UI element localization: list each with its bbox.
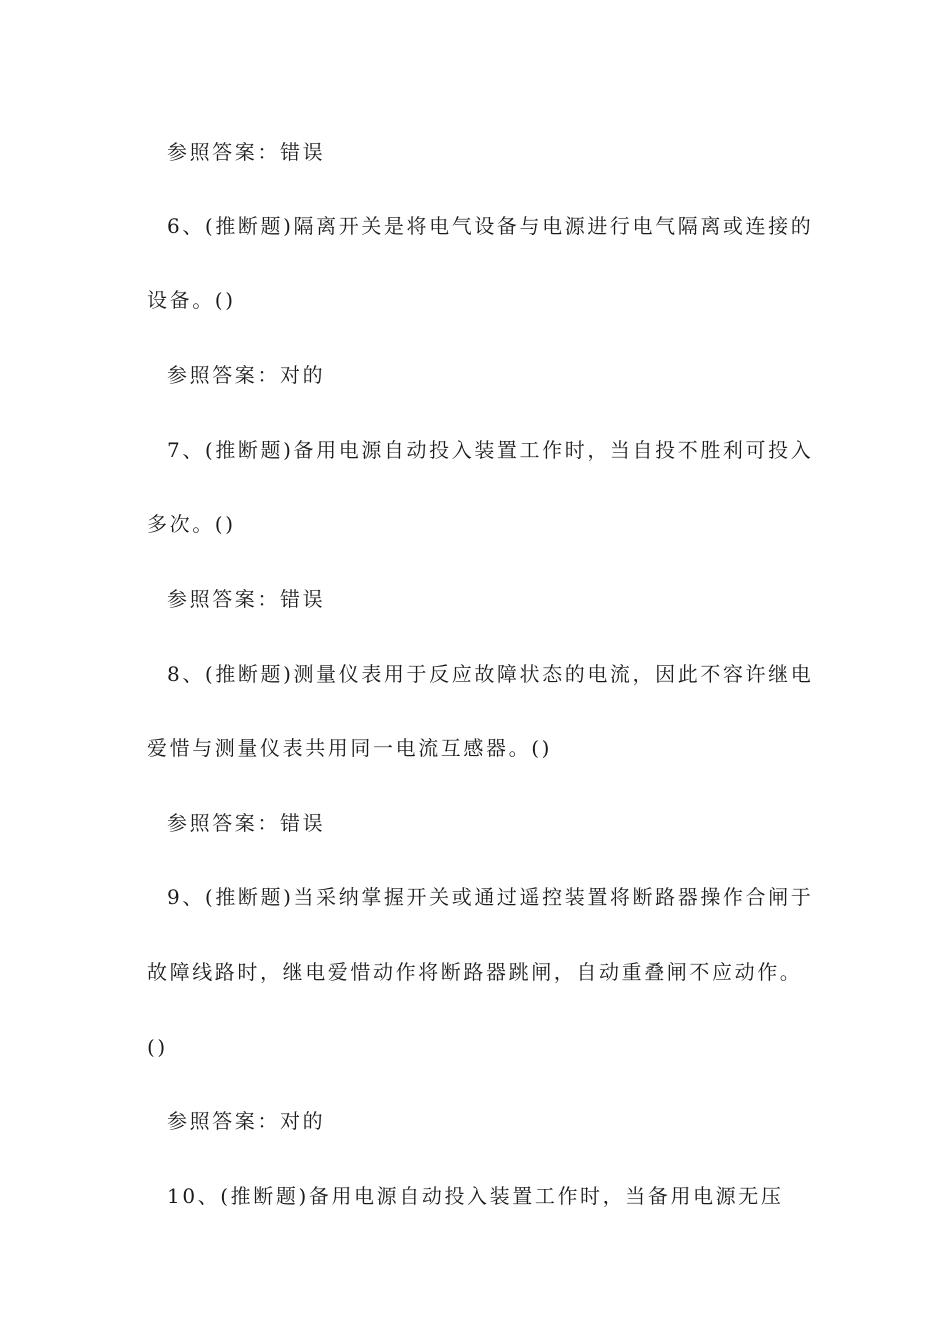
answer-line-6: 参照答案：对的 <box>167 363 326 387</box>
answer-line-5: 参照答案：错误 <box>167 140 326 164</box>
answer-line-9: 参照答案：对的 <box>167 1109 326 1133</box>
question-9-line-1: 9、(推断题)当采纳掌握开关或通过遥控装置将断路器操作合闸于 <box>167 885 814 909</box>
question-9-line-3: () <box>147 1035 168 1059</box>
answer-line-7: 参照答案：错误 <box>167 587 326 611</box>
question-8-line-1: 8、(推断题)测量仪表用于反应故障状态的电流，因此不容许继电 <box>167 662 814 686</box>
question-9-line-2: 故障线路时，继电爱惜动作将断路器跳闸，自动重叠闸不应动作。 <box>147 960 803 984</box>
question-6-line-1: 6、(推断题)隔离开关是将电气设备与电源进行电气隔离或连接的 <box>167 214 814 238</box>
question-10-line-1: 10、(推断题)备用电源自动投入装置工作时，当备用电源无压 <box>167 1184 784 1208</box>
question-8-line-2: 爱惜与测量仪表共用同一电流互感器。() <box>147 736 553 760</box>
answer-line-8: 参照答案：错误 <box>167 811 326 835</box>
question-7-line-1: 7、(推断题)备用电源自动投入装置工作时，当自投不胜利可投入 <box>167 438 814 462</box>
question-7-line-2: 多次。() <box>147 512 236 536</box>
question-6-line-2: 设备。() <box>147 288 236 312</box>
